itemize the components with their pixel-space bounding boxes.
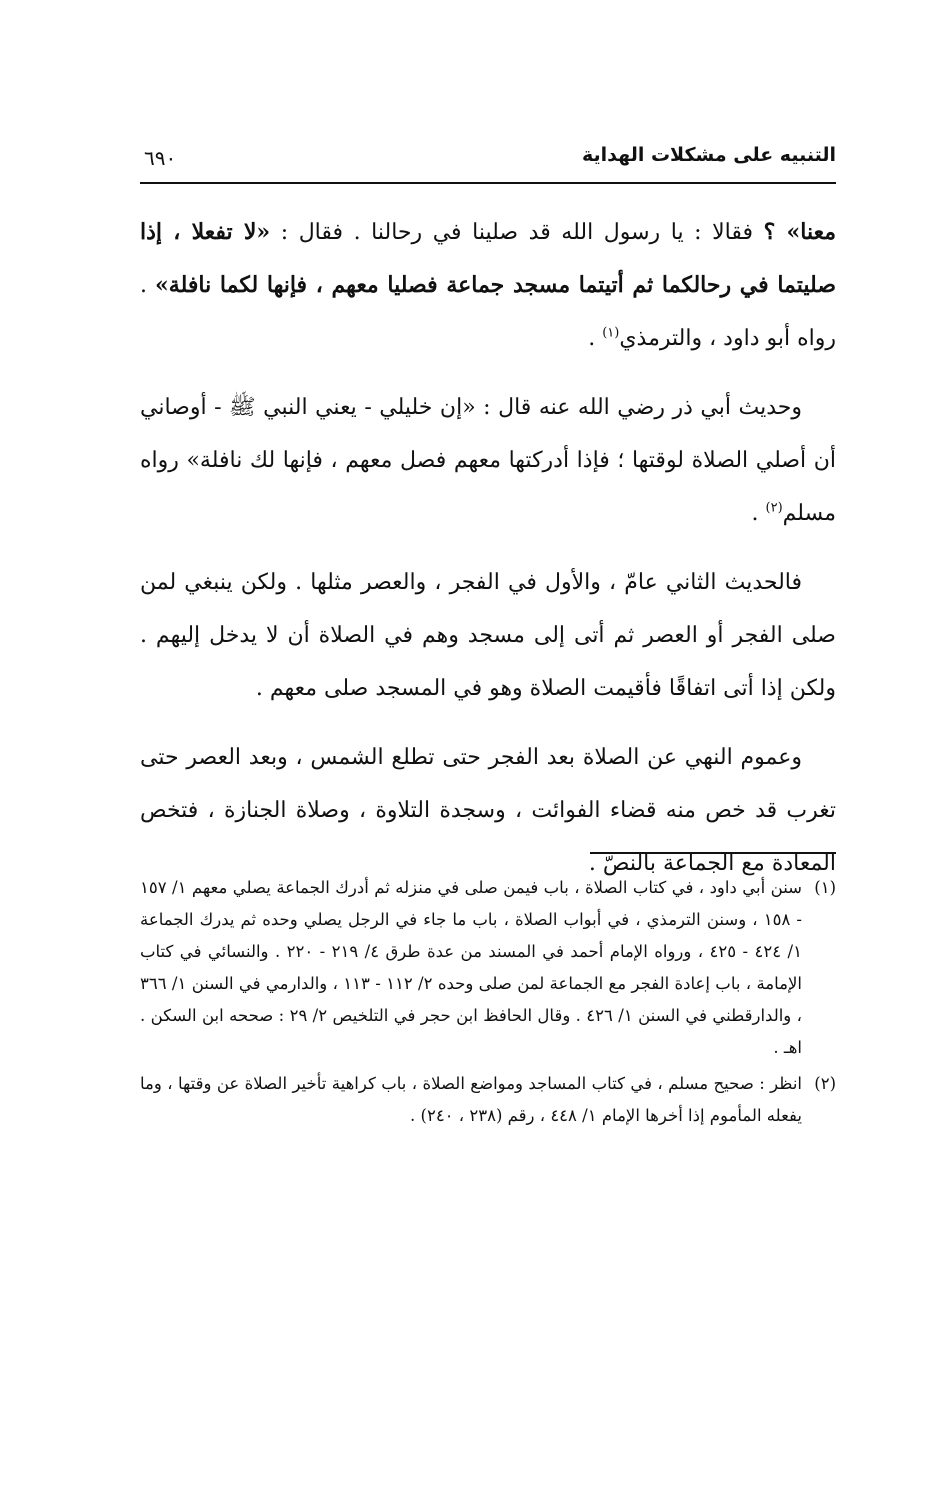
- footnote-text: انظر : صحيح مسلم ، في كتاب المساجد ومواضع الصلاة ، باب كراهية تأخير الصلاة عن وقتها ، وما يفعله المأموم إذا أخرها الإمام ١/ ٤٤٨ ، رقم (٢٣٨ ، ٢٤٠) .: [140, 1074, 802, 1125]
- paragraph-2: [140, 381, 836, 540]
- page-number: ٦٩٠: [144, 146, 177, 170]
- book-title: التنبيه على مشكلات الهداية: [582, 144, 836, 166]
- running-header: [140, 138, 836, 178]
- p1-end: .: [588, 326, 603, 351]
- quote-bold-a: معنا» ؟: [763, 219, 837, 245]
- footnote-number: (١): [814, 878, 836, 897]
- footnotes: [140, 872, 836, 1136]
- p2-text: وحديث أبي ذر رضي الله عنه قال : «إن خليلي - يعني النبي ﷺ - أوصاني أن أصلي الصلاة لوقتها ؛ فإذا أدركتها معهم فصل معهم ، فإنها لك نافلة» رواه مسلم: [140, 395, 836, 526]
- paragraph-4: [140, 731, 836, 890]
- p3-text: فالحديث الثاني عامّ ، والأول في الفجر ، والعصر مثلها . ولكن ينبغي لمن صلى الفجر أو العصر ثم أتى إلى مسجد وهم في الصلاة أن لا يدخل إليهم . ولكن إذا أتى اتفاقًا فأقيمت الصلاة وهو في المسجد صلى معهم .: [140, 570, 836, 701]
- p4-text: وعموم النهي عن الصلاة بعد الفجر حتى تطلع الشمس ، وبعد العصر حتى تغرب قد خص منه قضاء الفوائت ، وسجدة التلاوة ، وصلاة الجنازة ، فتخص المعادة مع الجماعة بالنصّ .: [140, 745, 836, 876]
- footnote-number: (٢): [814, 1074, 836, 1093]
- main-text: [140, 206, 836, 906]
- p1-text-a: فقالا : يا رسول الله قد صلينا في رحالنا . فقال :: [270, 220, 764, 245]
- header-divider: [140, 182, 836, 184]
- footnote-ref-2[interactable]: (٢): [765, 500, 783, 516]
- footnote-divider: [590, 852, 836, 854]
- paragraph-1: [140, 206, 836, 365]
- paragraph-3: [140, 556, 836, 715]
- quote-bold-b: «لا تفعلا ، إذا صليتما في رحالكما ثم أتيتما مسجد جماعة فصليا معهم ، فإنها لكما نافلة»: [140, 219, 836, 298]
- p2-end: .: [751, 501, 766, 526]
- footnote-1: [140, 872, 836, 1064]
- footnote-2: [140, 1068, 836, 1132]
- footnote-ref-1[interactable]: (١): [602, 325, 620, 341]
- footnote-text: سنن أبي داود ، في كتاب الصلاة ، باب فيمن صلى في منزله ثم أدرك الجماعة يصلي معهم ١/ ١٥٧ - ١٥٨ ، وسنن الترمذي ، في أبواب الصلاة ، باب ما جاء في الرجل يصلي وحده ثم يدرك الجماعة ١/ ٤٢٤ - ٤٢٥ ، ورواه الإمام أحمد في المسند من عدة طرق ٤/ ٢١٩ - ٢٢٠ . والنسائي في كتاب الإمامة ، باب إعادة الفجر مع الجماعة لمن صلى وحده ٢/ ١١٢ - ١١٣ ، والدارمي في السنن ١/ ٣٦٦ ، والدارقطني في السنن ١/ ٤٢٦ . وقال الحافظ ابن حجر في التلخيص ٢/ ٢٩ : صححه ابن السكن . اهـ .: [140, 878, 802, 1057]
- p1-text-b: . رواه أبو داود ، والترمذي: [140, 273, 836, 351]
